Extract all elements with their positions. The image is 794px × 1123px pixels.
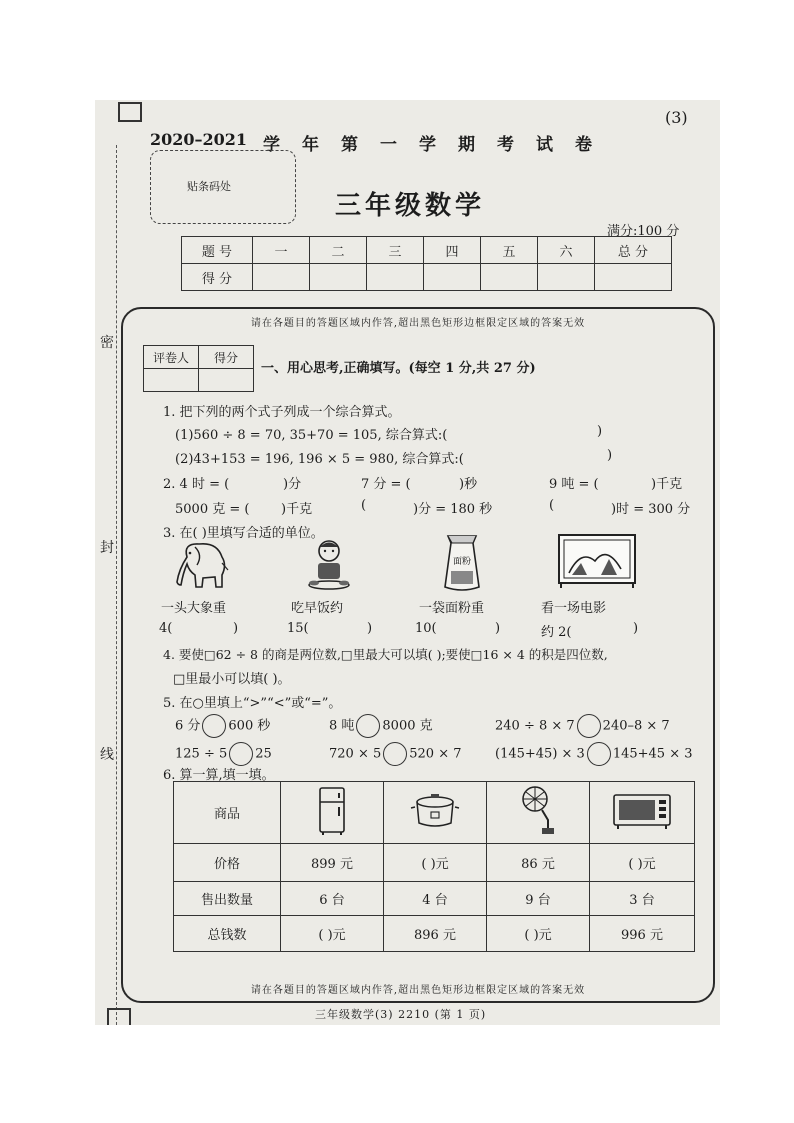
total-oven: 996 元: [590, 916, 695, 952]
q1-part-a-close: ): [597, 424, 603, 439]
goods-cell-oven: [590, 782, 695, 844]
answer-area: [121, 307, 715, 1003]
score-header: 六: [538, 237, 595, 264]
q5-6-circle[interactable]: [587, 742, 611, 766]
qty-fan: 9 台: [487, 882, 590, 916]
elephant-icon: [173, 537, 233, 593]
q3-label-breakfast: 吃早饭约: [291, 601, 344, 616]
q2-f-right: )时 = 300 分: [611, 502, 691, 517]
q5-2-right: 8000 克: [382, 718, 433, 734]
q3-label-movie: 看一场电影: [541, 601, 607, 616]
q5-4-circle[interactable]: [229, 742, 253, 766]
q1-stem: 1. 把下列的两个式子列成一个综合算式。: [163, 405, 401, 420]
rice-cooker-icon: [409, 791, 461, 831]
score-header: 三: [367, 237, 424, 264]
corner-square-top: [118, 102, 142, 122]
side-char-feng: 封: [100, 535, 114, 559]
flour-bag-text: 面粉: [452, 557, 472, 567]
q5-2-circle[interactable]: [356, 714, 380, 738]
q5-item-5: [329, 742, 462, 766]
q3-answer-breakfast-close: ): [367, 621, 373, 636]
goods-cell-fan: [487, 782, 590, 844]
grader-score-label: 得分: [199, 346, 254, 369]
exam-paper: [95, 100, 720, 1025]
section-1-title: 一、用心思考,正确填写。(每空 1 分,共 27 分): [261, 361, 536, 376]
q2-f-left: (: [549, 498, 555, 513]
q5-3-left: 240 ÷ 8 × 7: [495, 718, 575, 734]
reviewer-label: 评卷人: [144, 346, 199, 369]
q1-part-b: (2)43+153 = 196, 196 × 5 = 980, 综合算式:(: [175, 452, 464, 467]
q2-a-left: 2. 4 时 = (: [163, 477, 230, 492]
q2-c-left: 9 吨 = (: [549, 477, 599, 492]
score-cell[interactable]: [538, 264, 595, 291]
goods-cell-fridge: [281, 782, 384, 844]
notice-top: 请在各题目的答题区域内作答,超出黑色矩形边框限定区域的答案无效: [250, 318, 586, 329]
q4-line-1: 4. 要使□62 ÷ 8 的商是两位数,□里最大可以填( );要使□16 × 4 的积是四位数,: [163, 647, 608, 662]
total-cooker: 896 元: [384, 916, 487, 952]
microwave-oven-icon: [612, 791, 672, 831]
q2-d-left: 5000 克 = (: [175, 502, 250, 517]
q5-6-left: (145+45) × 3: [495, 746, 585, 762]
total-fan[interactable]: ( )元: [487, 916, 590, 952]
q5-item-4: [175, 742, 272, 766]
total-fridge[interactable]: ( )元: [281, 916, 384, 952]
q3-label-flour: 一袋面粉重: [419, 601, 485, 616]
score-cell[interactable]: [424, 264, 481, 291]
score-header: 二: [310, 237, 367, 264]
q2-b-right: )秒: [459, 477, 478, 492]
score-header: 四: [424, 237, 481, 264]
score-header: 五: [481, 237, 538, 264]
q2-e-left: (: [361, 498, 367, 513]
score-cell[interactable]: [595, 264, 672, 291]
exam-subtitle: 学年第一学期考试卷: [263, 135, 614, 155]
score-cell[interactable]: [481, 264, 538, 291]
barcode-area: [150, 150, 296, 224]
child-eating-icon: [301, 537, 357, 593]
grader-box: [143, 345, 254, 392]
q5-1-circle[interactable]: [202, 714, 226, 738]
q5-5-right: 520 × 7: [409, 746, 462, 762]
qty-cooker: 4 台: [384, 882, 487, 916]
price-oven[interactable]: ( )元: [590, 844, 695, 882]
price-fan: 86 元: [487, 844, 590, 882]
q3-answer-movie-close: ): [633, 621, 639, 636]
score-cell[interactable]: [367, 264, 424, 291]
q5-item-1: [175, 714, 270, 738]
q2-e-right: )分 = 180 秒: [413, 502, 493, 517]
q3-answer-elephant-close: ): [233, 621, 239, 636]
q5-1-right: 600 秒: [228, 718, 271, 734]
q3-label-elephant: 一头大象重: [161, 601, 227, 616]
q6-stem: 6. 算一算,填一填。: [163, 768, 275, 783]
q5-4-right: 25: [255, 746, 272, 762]
q5-3-circle[interactable]: [577, 714, 601, 738]
q5-item-6: [495, 742, 693, 766]
q1-part-b-close: ): [607, 448, 613, 463]
score-header: 总 分: [595, 237, 672, 264]
q3-answer-breakfast: 15(: [287, 621, 309, 636]
q2-d-right: )千克: [281, 502, 313, 517]
binding-dashed-line: [116, 145, 117, 1025]
q5-5-circle[interactable]: [383, 742, 407, 766]
goods-header-price: 价格: [174, 844, 281, 882]
goods-cell-cooker: [384, 782, 487, 844]
corner-square-bottom: [107, 1008, 131, 1025]
q2-a-right: )分: [283, 477, 302, 492]
page-footer: 三年级数学(3) 2210 (第 1 页): [315, 1008, 487, 1021]
q5-3-right: 240–8 × 7: [602, 718, 670, 734]
notice-bottom: 请在各题目的答题区域内作答,超出黑色矩形边框限定区域的答案无效: [250, 985, 586, 996]
side-char-mi: 密: [100, 330, 114, 354]
q2-c-right: )千克: [651, 477, 683, 492]
refrigerator-icon: [317, 786, 347, 836]
q2-b-left: 7 分 = (: [361, 477, 411, 492]
score-header: 一: [253, 237, 310, 264]
goods-header-item: 商品: [174, 782, 281, 844]
q5-5-left: 720 × 5: [329, 746, 382, 762]
q1-part-a: (1)560 ÷ 8 = 70, 35+70 = 105, 综合算式:(: [175, 428, 448, 443]
q5-item-3: [495, 714, 670, 738]
q4-line-2: □里最小可以填( )。: [173, 672, 291, 687]
q5-6-right: 145+45 × 3: [612, 746, 693, 762]
movie-screen-icon: [557, 533, 637, 589]
q5-item-2: [329, 714, 433, 738]
binding-strip: [95, 100, 119, 1025]
score-cell[interactable]: [253, 264, 310, 291]
goods-table: [173, 781, 695, 952]
score-row-label: 得 分: [182, 264, 253, 291]
full-score: 满分:100 分: [607, 224, 680, 239]
school-year: 2020–2021: [150, 130, 248, 149]
price-cooker[interactable]: ( )元: [384, 844, 487, 882]
q5-1-left: 6 分: [175, 718, 201, 734]
q3-answer-movie: 约 2(: [541, 625, 572, 640]
exam-title: 三年级数学: [335, 191, 486, 221]
q3-answer-elephant: 4(: [159, 621, 173, 636]
score-table: [181, 236, 672, 291]
electric-fan-icon: [518, 784, 558, 838]
flour-bag-icon: [441, 531, 483, 593]
qty-oven: 3 台: [590, 882, 695, 916]
side-char-xian: 线: [100, 742, 114, 766]
qty-fridge: 6 台: [281, 882, 384, 916]
q5-stem: 5. 在○里填上“>”“<”或“=”。: [163, 696, 342, 711]
q5-4-left: 125 ÷ 5: [175, 746, 228, 762]
q3-answer-flour: 10(: [415, 621, 437, 636]
reviewer-field[interactable]: [144, 369, 199, 392]
price-fridge: 899 元: [281, 844, 384, 882]
goods-header-total: 总钱数: [174, 916, 281, 952]
goods-header-qty: 售出数量: [174, 882, 281, 916]
q3-answer-flour-close: ): [495, 621, 501, 636]
score-header: 题 号: [182, 237, 253, 264]
grader-score-field[interactable]: [199, 369, 254, 392]
q3-stem: 3. 在( )里填写合适的单位。: [163, 526, 324, 541]
score-cell[interactable]: [310, 264, 367, 291]
q5-2-left: 8 吨: [329, 718, 355, 734]
barcode-label: 贴条码处: [187, 180, 231, 193]
paper-number: (3): [665, 108, 688, 127]
